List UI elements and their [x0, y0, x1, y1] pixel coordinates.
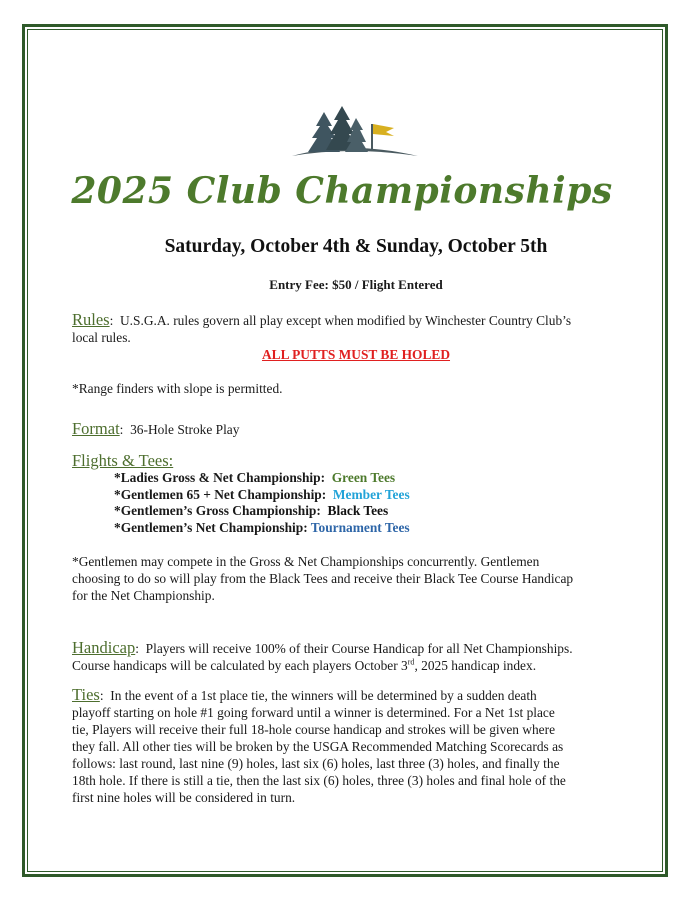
- tee-label: Black Tees: [327, 503, 389, 519]
- handicap-line: , 2025 handicap index.: [414, 658, 537, 673]
- ties-line: they fall. All other ties will be broken by the USGA Recommended Matching Scorecards as: [72, 739, 564, 754]
- format-heading: Format: [72, 419, 120, 438]
- list-item: [114, 520, 410, 537]
- flight-label: *Gentlemen’s Net Championship:: [114, 519, 308, 535]
- note-line: choosing to do so will play from the Black Tees and receive their Black Tee Course Handicap: [72, 571, 574, 586]
- ordinal-suffix: rd: [407, 657, 415, 667]
- rules-section: Rules: U.S.G.A. rules govern all play except when modified by Winchester Country Club’s local rules.: [72, 310, 572, 345]
- handicap-section: Handicap: Players will receive 100% of their Course Handicap for all Net Championships. Course handicaps will be calculated by each players October 3rd, 2025 handicap index.: [72, 638, 573, 673]
- handicap-heading: Handicap: [72, 638, 136, 657]
- flight-label: *Ladies Gross & Net Championship:: [114, 470, 326, 485]
- ties-heading: Ties: [72, 685, 100, 704]
- flight-label: *Gentlemen’s Gross Championship:: [114, 503, 321, 519]
- note-line: *Gentlemen may compete in the Gross & Net Championships concurrently. Gentlemen: [72, 554, 540, 569]
- page-title: 2025 Club Championships: [71, 170, 613, 212]
- rules-text-line2: local rules.: [72, 330, 131, 345]
- putts-notice: ALL PUTTS MUST BE HOLED: [261, 347, 451, 362]
- tee-label: Member Tees: [332, 486, 410, 502]
- handicap-line: Course handicaps will be calculated by each players October 3: [72, 658, 408, 673]
- ties-line: playoff starting on hole #1 going forward until a winner is determined. For a Net 1st place: [72, 705, 555, 720]
- ties-line: follows: last round, last nine (9) holes, last six (6) holes, last three (3) holes, and finally the: [72, 756, 560, 771]
- ties-line: first nine holes will be considered in turn.: [72, 790, 296, 805]
- rules-heading: Rules: [72, 310, 110, 329]
- tee-label: Tournament Tees: [310, 519, 410, 535]
- list-item: [114, 470, 410, 487]
- ties-line: tie, Players will receive their full 18-hole course handicap and strokes will be given where: [72, 722, 556, 737]
- flights-heading: Flights & Tees:: [72, 451, 174, 470]
- ties-line: 18th hole. If there is still a tie, then the last six (6) holes, three (3) holes and final hole of the: [72, 773, 566, 788]
- tee-label: Green Tees: [331, 470, 396, 485]
- ties-line: In the event of a 1st place tie, the winners will be determined by a sudden death: [110, 688, 537, 703]
- handicap-line: Players will receive 100% of their Course Handicap for all Net Championships.: [145, 641, 573, 656]
- list-item: [114, 503, 410, 520]
- range-finders-note: *Range finders with slope is permitted.: [72, 381, 283, 396]
- list-item: [114, 487, 410, 504]
- ties-section: Ties: In the event of a 1st place tie, the winners will be determined by a sudden death playoff starting on hole #1 going forward until a winner is determined. For a Net 1st place tie, Players will receive their full 18-hole course handicap and strokes will be given where they fall. All other ties will be broken by the USGA Recommended Matching Scorecards as follows: last round, last nine (9) holes, last six (6) holes, last three (3) holes, and finally the 18th hole. If there is still a tie, then the last six (6) holes, three (3) holes and final hole of the first nine holes will be considered in turn.: [72, 685, 566, 805]
- pine-trees-flag-logo: [290, 104, 420, 162]
- gentlemen-note: [72, 553, 642, 604]
- note-line: for the Net Championship.: [72, 588, 215, 603]
- flight-label: *Gentlemen 65 + Net Championship:: [114, 486, 327, 502]
- event-dates: Saturday, October 4th & Sunday, October 5th: [164, 236, 548, 257]
- format-section: Format: 36-Hole Stroke Play: [72, 419, 240, 438]
- rules-text-line1: U.S.G.A. rules govern all play except when modified by Winchester Country Club’s: [120, 313, 572, 328]
- flights-section: [72, 452, 642, 470]
- flights-list: [114, 470, 410, 536]
- format-text: 36-Hole Stroke Play: [130, 422, 240, 437]
- entry-fee: Entry Fee: $50 / Flight Entered: [269, 277, 443, 292]
